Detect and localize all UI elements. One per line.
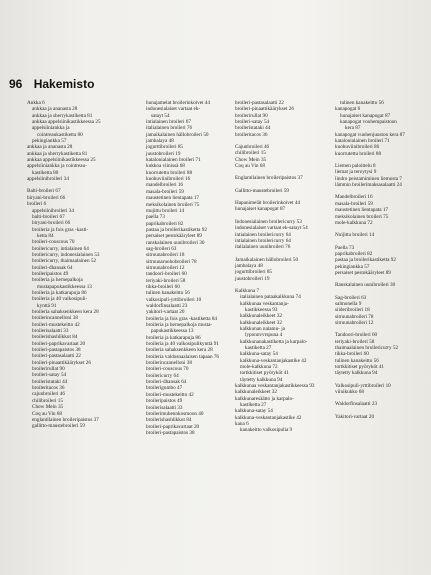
index-entry: kynttä 91 — [37, 302, 57, 309]
index-entry: meksikolainen broileri 75 — [146, 201, 200, 208]
index-entry: ankkaa ja ananasta 28 — [27, 144, 73, 151]
index-entry: mole-kalkkuna 72 — [240, 364, 278, 371]
index-entry: kera 87 — [345, 125, 361, 132]
index-entry: Gallitto-maustebroileri 59 — [235, 187, 290, 194]
index-entry: kalkkunan nalamu- ja — [240, 325, 285, 332]
index-entry: broilerisalaatti 33 — [32, 328, 69, 335]
index-entry: maustetinen lientapata 17 — [146, 195, 200, 202]
index-entry: englantilainen broileripaistos 37 — [32, 416, 99, 423]
index-entry: kastikkeessa 93 — [245, 306, 278, 313]
index-entry: broilerishashlikkut 84 — [32, 334, 78, 341]
index-entry: teriyaki-broileri 58 — [335, 338, 375, 345]
index-entry: chilibroileri 15 — [32, 397, 63, 404]
index-entry: paprikabroileri 82 — [335, 250, 373, 257]
index-entry: kukkoa viinissä 68 — [146, 163, 185, 170]
index-entry: kuorrutettu broileri 88 — [146, 169, 193, 176]
index-entry: broileria ja 40 valkosipulikynttä 91 — [146, 341, 219, 348]
index-entry: waldorfinsalaatti 23 — [146, 303, 188, 309]
index-entry: broileri-couscous 70 — [146, 366, 189, 373]
index-entry: intialainen broilericurry 64 — [235, 231, 291, 238]
index-entry: broileri-dhansak 64 — [146, 379, 187, 386]
index-entry: broileri-mustekeitto 42 — [32, 321, 80, 328]
index-entry: Indonesialainen broilericurry 53 — [235, 218, 302, 225]
index-entry: broileristataki 44 — [32, 378, 68, 385]
index-entry: sitruunabroileri 12 — [335, 319, 374, 326]
index-entry: sitruunabroileri 78 — [335, 313, 374, 320]
index-entry: Chow Mein 35 — [32, 404, 64, 411]
index-entry: tikka-broileri 60 — [146, 283, 180, 290]
index-entry: persaiset pestokääryleet 89 — [335, 269, 391, 276]
index-entry: Mandelbroileri 16 — [335, 194, 373, 201]
index-entry: persaiset pestokääryleet 89 — [146, 233, 202, 240]
index-entry: broileri 6 — [27, 201, 47, 208]
index-entry: kanapogat 6 — [335, 106, 361, 113]
index-entry: broileri-satay 54 — [32, 372, 67, 379]
index-entry: hunajaiset kanapogat 87 — [340, 112, 391, 119]
index-entry: Coq au Vin 68 — [32, 410, 62, 417]
index-entry: intialainen broilericurry 64 — [235, 237, 291, 244]
index-entry: Cajunbroileri 46 — [235, 144, 270, 151]
index-entry: juustobroileri 19 — [235, 275, 270, 282]
index-entry: ankkaa ja sherrykastiketta 81 — [32, 112, 93, 119]
index-entry: pastaa ja broilerikastiketta 92 — [146, 226, 207, 233]
index-entry: tikka-broileri 60 — [335, 351, 369, 358]
index-entry: biryani-broileri 66 — [27, 194, 66, 201]
index-entry: juustobroileri 19 — [146, 150, 181, 157]
index-entry: broileria ja katkarapuja 86 — [32, 289, 87, 296]
index-entry: broilericurry, intialainen 64 — [32, 245, 89, 252]
index-entry: mandelbroileri 16 — [146, 182, 184, 189]
index-entry: jogurttibroileri 85 — [146, 144, 184, 151]
index-entry: kanapogat voohempaistoon — [340, 119, 397, 126]
index-entry: Englantilainen broileripaistos 37 — [235, 175, 303, 182]
index-entry: broilerishashlikkut 84 — [146, 417, 192, 424]
index-entry: Hapanimelät broilerinkoivet 44 — [235, 200, 301, 207]
index-entry: viinikukko 68 — [335, 389, 364, 396]
index-entry: jogurttibroileri 85 — [235, 269, 273, 276]
index-entry: appelsiinibroileri 34 — [27, 176, 69, 183]
index-entry: pekingiankka 57 — [32, 138, 67, 145]
index-entry: Chow Mein 35 — [235, 156, 267, 163]
index-entry: ankkaa ja ananasta 28 — [32, 106, 78, 113]
index-entry: meksikolainen broileri 75 — [335, 213, 389, 220]
index-entry: masala-broileri 59 — [335, 200, 373, 207]
index-entry: broileritacos 36 — [32, 385, 65, 392]
index-entry: intialainen broileri 67 — [146, 119, 191, 126]
index-entry: broilerincannelloni 38 — [146, 360, 192, 367]
index-entry: katalonialainen broileri 71 — [335, 138, 390, 145]
index-entry: kuohuviinibroileri 16 — [146, 176, 191, 183]
index-entry: italialainen broileri 76 — [146, 125, 193, 132]
index-entry: jambalaya 48 — [235, 262, 263, 269]
index-entry: kalkkunaresäätto ja karpalo- — [235, 395, 294, 402]
index-entry: broileria sahaksenkkeen kera 28 — [32, 309, 99, 315]
index-entry: broileria valdosnaalaisen tapaan 76 — [146, 353, 220, 360]
index-entry: kanapogat vuohenjuuston kera 87 — [335, 131, 405, 138]
index-entry: sag-broileri 63 — [146, 245, 177, 252]
index-entry: tortkkitiset pyöryköt 41 — [335, 364, 384, 371]
index-entry: Waldorfinsalaatti 23 — [335, 401, 378, 408]
index-entry: Kalkkuna 7 — [235, 287, 260, 294]
index-entry: Ankka 6 — [27, 100, 45, 106]
index-entry: ranskalainen uunibroileri 30 — [146, 239, 205, 246]
index-entry: masala-broileri 59 — [146, 188, 184, 195]
index-entry: jamaikalainen hällobroileri 50 — [146, 131, 209, 138]
index-entry: paprikabroileri 82 — [146, 220, 184, 227]
index-entry: broileri-pastasalaatti 22 — [235, 100, 284, 106]
index-entry: broileria ja fois gras -kastiketta 84 — [146, 315, 218, 322]
index-entry: kalkkuna-satay 54 — [240, 351, 278, 358]
index-entry: Coq au Vin 68 — [235, 163, 265, 170]
index-entry: Nuijittu broileri 14 — [335, 232, 375, 239]
index-entry: broilerirullat 90 — [32, 366, 65, 373]
index-entry: kalkkuna-veskantanjakastike 42 — [240, 357, 307, 364]
index-entry: gallitto-maustebroileri 59 — [32, 423, 85, 430]
index-entry: hunajamelat broilerinkoivet 44 — [146, 100, 210, 106]
index-entry: tulinen kanakeitto 56 — [340, 100, 384, 106]
index-entry: Jamaikalainen hällobroileri 50 — [235, 256, 299, 263]
index-entry: broileria ja hernepalkoja — [32, 277, 83, 284]
index-entry: Valkosipuli-yrttibroileri 10 — [335, 382, 391, 389]
page-number: 96 — [9, 77, 23, 91]
index-entry: sitruunabroileri 12 — [146, 264, 185, 271]
index-entry: mustapapukastikkeessa 13 — [37, 283, 92, 290]
index-entry: Yakitori-vartaat 20 — [335, 413, 375, 420]
index-entry: cointreaukastiketta 80 — [37, 131, 83, 138]
index-entry: täytetty kalkkuna 94 — [335, 370, 378, 377]
index-entry: appelsiiniankka ja — [32, 125, 70, 132]
index-entry: broilerimuhennkosmoon 40 — [146, 410, 204, 417]
index-entry: lyponnvvrspuna 4 — [245, 332, 283, 339]
index-entry: yakitori-vartaat 20 — [146, 309, 185, 316]
index-entry: broileri-pastasalaatti 22 — [32, 353, 81, 360]
index-entry: Balti-broileri 67 — [27, 188, 61, 195]
index-entry: sitruunabroileri 18 — [146, 252, 185, 259]
index-entry: italialainen pataakalkkuna 74 — [240, 294, 301, 301]
index-entry: kalkkuna-veskantanjakastike 42 — [235, 414, 302, 421]
index-entry: ankkaa ja sherrykastiketta 81 — [27, 150, 88, 157]
index-entry: broilericurry 64 — [146, 372, 179, 379]
index-entry: broilericurry, thaimaalainen 52 — [32, 258, 97, 265]
index-entry: Ranskalainen uunibroileri 30 — [335, 282, 396, 289]
index-entry: siideribroileri 18 — [335, 307, 370, 314]
index-entry: Paella 73 — [335, 244, 355, 251]
index-entry: kalkkunaleikkeet 32 — [240, 313, 282, 320]
index-entry: liemat ja teroytysi 9 — [335, 169, 377, 176]
index-entry: kalkkunaleikkeet 32 — [235, 389, 277, 396]
index-entry: maustetinen lientapata 17 — [335, 207, 389, 214]
index-entry: kalkkunaa veskantanjakastikkeessa 93 — [235, 383, 315, 390]
index-column-3 — [235, 100, 335, 434]
index-entry: broilerincannelloni 38 — [32, 315, 78, 322]
index-entry: kana 6 — [235, 421, 249, 428]
index-entry: broileria ja fois gras -kasti- — [32, 226, 89, 233]
index-entry: paella 73 — [146, 214, 165, 221]
index-entry: broileri-paprikavartaat 20 — [32, 340, 86, 347]
index-entry: indonesialaiset vartaat ek-satayt 54 — [235, 225, 308, 232]
index-entry: tulinen kanakeitto 56 — [335, 357, 379, 364]
index-entry: broileri-couscous 70 — [32, 239, 75, 246]
index-entry: broileria ja 40 valkosipuli- — [32, 296, 88, 303]
index-entry: broileri-satay 54 — [235, 119, 270, 126]
index-entry: kastiketta 80 — [32, 169, 59, 176]
index-entry: broileri-pinaattikäärykset 26 — [32, 359, 91, 366]
index-entry: lämmin broilerimaksasalaatti 24 — [335, 182, 402, 189]
page-title: Hakemisto — [33, 77, 95, 91]
index-column-4 — [335, 100, 427, 420]
index-entry: kalkkunaa veskantanja- — [240, 300, 289, 307]
index-entry: satayt 54 — [151, 112, 170, 119]
index-entry: lindro peistamiminen liemosta 7 — [335, 175, 402, 182]
index-entry: broilericurry, indonesialainen 53 — [32, 251, 100, 258]
index-entry: papukastikkeessa 13 — [151, 328, 194, 335]
index-entry: sitruunaruohobroileri 78 — [146, 258, 197, 265]
index-entry: broileri-dhansak 64 — [32, 264, 73, 271]
index-entry: broilerisalaatti 33 — [146, 404, 183, 411]
index-entry: balti-broileri 67 — [32, 213, 65, 220]
index-entry: Tandoori-broileri 60 — [335, 332, 378, 339]
index-entry: ketta 84 — [37, 232, 54, 239]
index-entry: mujittu broileri 14 — [146, 207, 185, 214]
index-entry: thaimaalainen broilericurry 52 — [335, 345, 399, 351]
index-entry: mole-kalkkuna 72 — [335, 219, 373, 226]
index-entry: kalkkunanakastiketta ja karpalo- — [240, 338, 308, 345]
index-entry: appelsiinibroileri 34 — [32, 207, 74, 214]
index-entry: broileria ja hernepalkoja musta- — [146, 322, 213, 329]
index-entry: ankkaa appelsiinikastikkeessa 25 — [32, 119, 101, 126]
index-entry: täytetty kalkkuna 94 — [240, 376, 283, 383]
index-entry: kalkkunaleikkeet 32 — [240, 319, 282, 326]
index-entry: broileri-pinaattikäärykset 26 — [235, 106, 294, 113]
index-entry: kuohuviinibroileri 86 — [335, 144, 380, 151]
index-entry: indonesialaiset vartaat ek- — [146, 106, 201, 113]
index-entry: katalonialainen broileri 71 — [146, 157, 201, 164]
index-entry: kalkkuna-satay 54 — [235, 408, 273, 415]
index-entry: broileri-pastapaistos 38 — [32, 347, 81, 354]
index-column-1 — [27, 100, 127, 430]
index-entry: biryani-broileri 66 — [32, 220, 71, 227]
index-entry: Sag-broileri 63 — [335, 294, 367, 301]
index-entry: tortkkitiset pyöryköt 41 — [240, 370, 289, 377]
index-entry: broileri-paprikavartaat 20 — [146, 423, 200, 430]
index-entry: broilerigumbo 47 — [146, 385, 183, 392]
index-entry: italialainen uunibroileri 76 — [235, 244, 291, 251]
index-entry: chilibroileri 15 — [235, 150, 266, 157]
index-entry: hunajaiset kanapogat 87 — [235, 206, 286, 213]
index-entry: cajunbroileri 46 — [32, 391, 65, 398]
index-entry: salmonella 9 — [335, 300, 362, 307]
index-entry: appelsiiniankka ja cointreau- — [27, 163, 87, 170]
index-entry: broileri-mustekeitto 42 — [146, 391, 194, 398]
index-entry: broileripaistos 49 — [146, 398, 183, 405]
index-entry: jambalaya 48 — [146, 138, 174, 145]
index-entry: kanakeitto valkosipulia 9 — [240, 427, 293, 434]
index-entry: broileri-pastapaistos 38 — [146, 429, 195, 436]
index-entry: kastiketta 27 — [240, 402, 267, 409]
index-entry: ankkaa appelsiinikastikkeessa 25 — [27, 157, 96, 164]
index-entry: tulinen kanakeitto 56 — [146, 290, 190, 297]
index-entry: broileristataki 44 — [235, 125, 271, 132]
index-entry: pekingiankka 57 — [335, 263, 370, 270]
page-header — [9, 77, 102, 91]
index-entry: valkosipuli-yrttibroileri 10 — [146, 296, 202, 303]
index-entry: broileripaistos 49 — [32, 270, 69, 277]
index-entry: Liemen paloittelu 8 — [335, 163, 376, 170]
index-column-2 — [146, 100, 236, 436]
index-entry: broileritacos 36 — [235, 131, 268, 138]
index-entry: pastaa ja broilerikastiketta 92 — [335, 257, 396, 264]
index-entry: kastiketta 27 — [245, 345, 272, 351]
index-entry: broileria sahaksenkkeen kera 28 — [146, 347, 213, 354]
index-entry: tandoori-broileri 60 — [146, 271, 187, 278]
index-entry: broilerirullat 90 — [235, 112, 268, 119]
index-entry: kuorrutettu broileri 88 — [335, 150, 382, 157]
index-entry: teriyaki-broileri 58 — [146, 277, 186, 284]
index-entry: broileria ja katkarapuja 86 — [146, 334, 201, 341]
